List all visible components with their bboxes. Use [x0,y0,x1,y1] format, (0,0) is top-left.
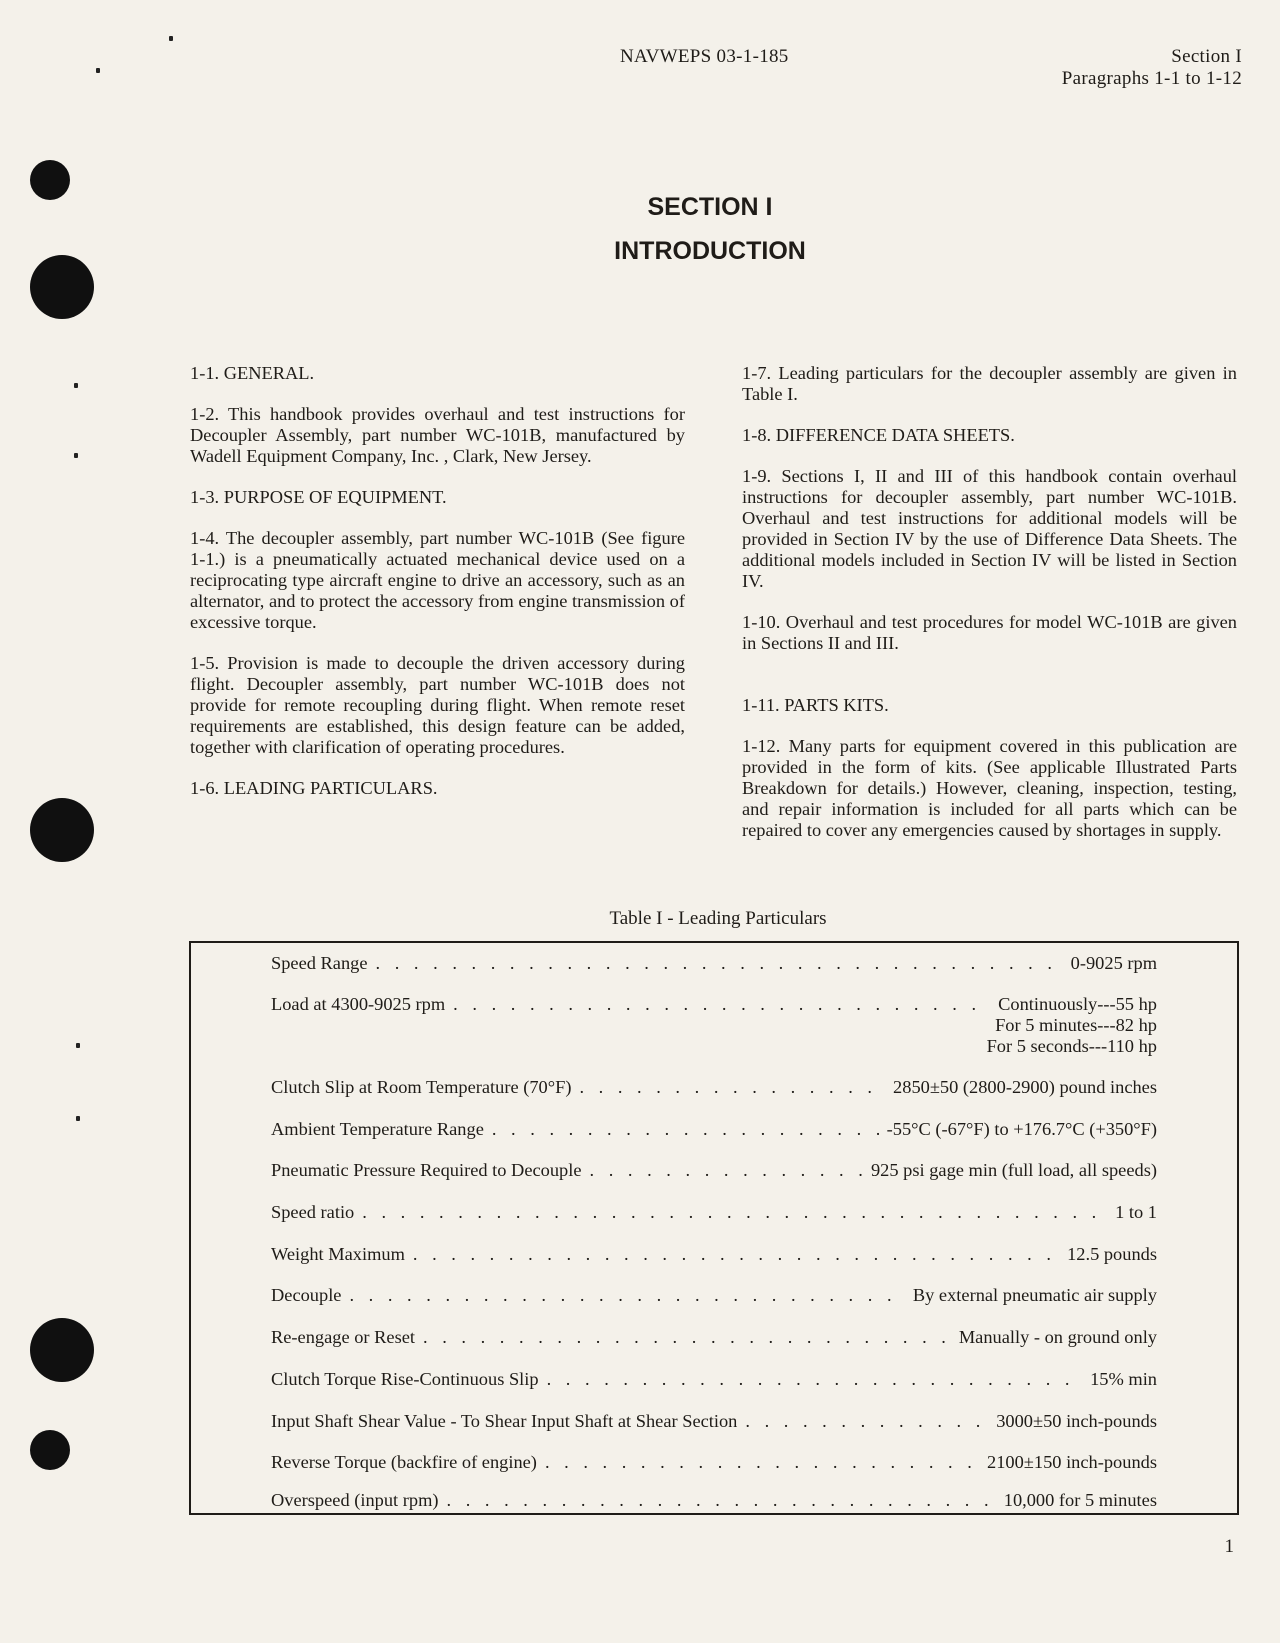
paragraph: 1-2. This handbook provides overhaul and test instructions for Decoupler Assembly, part number WC-101B, manufactured by Wadell Equipment Company, Inc. , Clark, New Jersey. [190,404,685,466]
page-number: 1 [1224,1536,1234,1557]
left-column [190,363,685,819]
table-row [271,1490,1157,1511]
binder-hole [30,1430,70,1470]
leader-dots [447,1490,996,1511]
row-label: Weight Maximum [271,1244,405,1264]
paragraph: 1-4. The decoupler assembly, part number WC-101B (See figure 1-1.) is a pneumatically actuated mechanical device used on a reciprocating type aircraft engine to drive an accessory, such as an alternator, and to protect the accessory from engine transmission of excessive torque. [190,528,685,632]
leader-dots [453,994,990,1015]
row-value: 3000±50 inch-pounds [996,1411,1157,1431]
row-label: Speed Range [271,953,368,973]
section-title: SECTION I [647,193,773,221]
paragraph: 1-7. Leading particulars for the decoupler assembly are given in Table I. [742,363,1237,404]
leading-particulars-table [189,941,1239,1515]
table-row [271,1327,1157,1348]
row-value: 1 to 1 [1115,1202,1157,1222]
binder-hole [30,1318,94,1382]
table-row [271,1077,1157,1098]
speck [169,36,173,41]
table-row [271,1119,1157,1140]
row-label: Overspeed (input rpm) [271,1490,439,1510]
table-row [271,953,1157,974]
row-value: 2850±50 (2800-2900) pound inches [893,1077,1157,1097]
table-row [271,1369,1157,1390]
paragraph-heading: 1-8. DIFFERENCE DATA SHEETS. [742,425,1015,445]
speck [96,68,100,73]
paragraph-heading: 1-11. PARTS KITS. [742,695,889,715]
row-label: Speed ratio [271,1202,355,1222]
row-label: Reverse Torque (backfire of engine) [271,1452,537,1472]
table-row [271,1411,1157,1432]
leader-dots [579,1077,885,1098]
paragraph-heading: 1-1. GENERAL. [190,363,315,383]
paragraph: 1-9. Sections I, II and III of this handbook contain overhaul instructions for decoupler assembly, part number WC-101B. Overhaul and test instructions for additional models will be provided in Section IV by the use of Difference Data Sheets. The additional models included in Section IV will be listed in Section IV. [742,466,1237,591]
right-column [742,363,1237,861]
row-value: 2100±150 inch-pounds [987,1452,1157,1472]
speck [74,383,78,388]
row-value: By external pneumatic air supply [912,1285,1157,1305]
binder-hole [30,798,94,862]
row-label: Input Shaft Shear Value - To Shear Input Shaft at Shear Section [271,1411,738,1431]
paragraphs-label: Paragraphs 1-1 to 1-12 [1061,68,1242,89]
table-row [271,994,1157,1057]
row-value: Continuously---55 hp [998,994,1157,1014]
row-label: Re-engage or Reset [271,1327,416,1347]
speck [76,1043,80,1048]
paragraph-heading: 1-3. PURPOSE OF EQUIPMENT. [190,487,447,507]
leader-dots [590,1160,863,1181]
section-label: Section I [1171,46,1242,67]
row-label: Ambient Temperature Range [271,1119,484,1139]
row-value: 925 psi gage min (full load, all speeds) [870,1160,1157,1180]
speck [74,453,78,458]
leader-dots [545,1452,979,1473]
row-label: Load at 4300-9025 rpm [271,994,446,1014]
paragraph: 1-5. Provision is made to decouple the driven accessory during flight. Decoupler assembly, part number WC-101B does not provide for remote recoupling during flight. When remote reset requirements are established, this design feature can be added, together with clarification of operating procedures. [190,653,685,757]
leader-dots [413,1244,1059,1265]
row-value: For 5 minutes---82 hp [995,1015,1157,1035]
leader-dots [745,1411,988,1432]
table-caption: Table I - Leading Particulars [609,908,827,929]
row-label: Pneumatic Pressure Required to Decouple [271,1160,582,1180]
paragraph: 1-12. Many parts for equipment covered in this publication are provided in the form of kits. (See applicable Illustrated Parts Breakdown for details.) However, cleaning, inspection, testing, and repair information is included for all parts which can be repaired to cover any emergencies caused by shortages in supply. [742,736,1237,840]
leader-dots [362,1202,1107,1223]
document-number: NAVWEPS 03-1-185 [620,46,789,67]
paragraph: 1-10. Overhaul and test procedures for model WC-101B are given in Sections II and III. [742,612,1237,653]
table-row [271,1160,1157,1181]
table-row [271,1452,1157,1473]
row-label: Clutch Slip at Room Temperature (70°F) [271,1077,572,1097]
leader-dots [492,1119,879,1140]
row-value: -55°C (-67°F) to +176.7°C (+350°F) [886,1119,1157,1139]
row-value: Manually - on ground only [958,1327,1157,1347]
leader-dots [423,1327,951,1348]
table-row [271,1244,1157,1265]
row-value: 12.5 pounds [1067,1244,1157,1264]
row-value: 15% min [1090,1369,1157,1389]
leader-dots [349,1285,904,1306]
leader-dots [376,953,1063,974]
page-header-right [1062,46,1242,90]
paragraph-heading: 1-6. LEADING PARTICULARS. [190,778,438,798]
row-label: Clutch Torque Rise-Continuous Slip [271,1369,539,1389]
section-name: INTRODUCTION [614,237,806,265]
leader-dots [547,1369,1082,1390]
row-label: Decouple [271,1285,342,1305]
row-value: For 5 seconds---110 hp [986,1036,1157,1056]
table-row [271,1285,1157,1306]
table-row [271,1202,1157,1223]
row-value: 10,000 for 5 minutes [1003,1490,1157,1510]
speck [76,1116,80,1121]
row-value: 0-9025 rpm [1070,953,1157,973]
